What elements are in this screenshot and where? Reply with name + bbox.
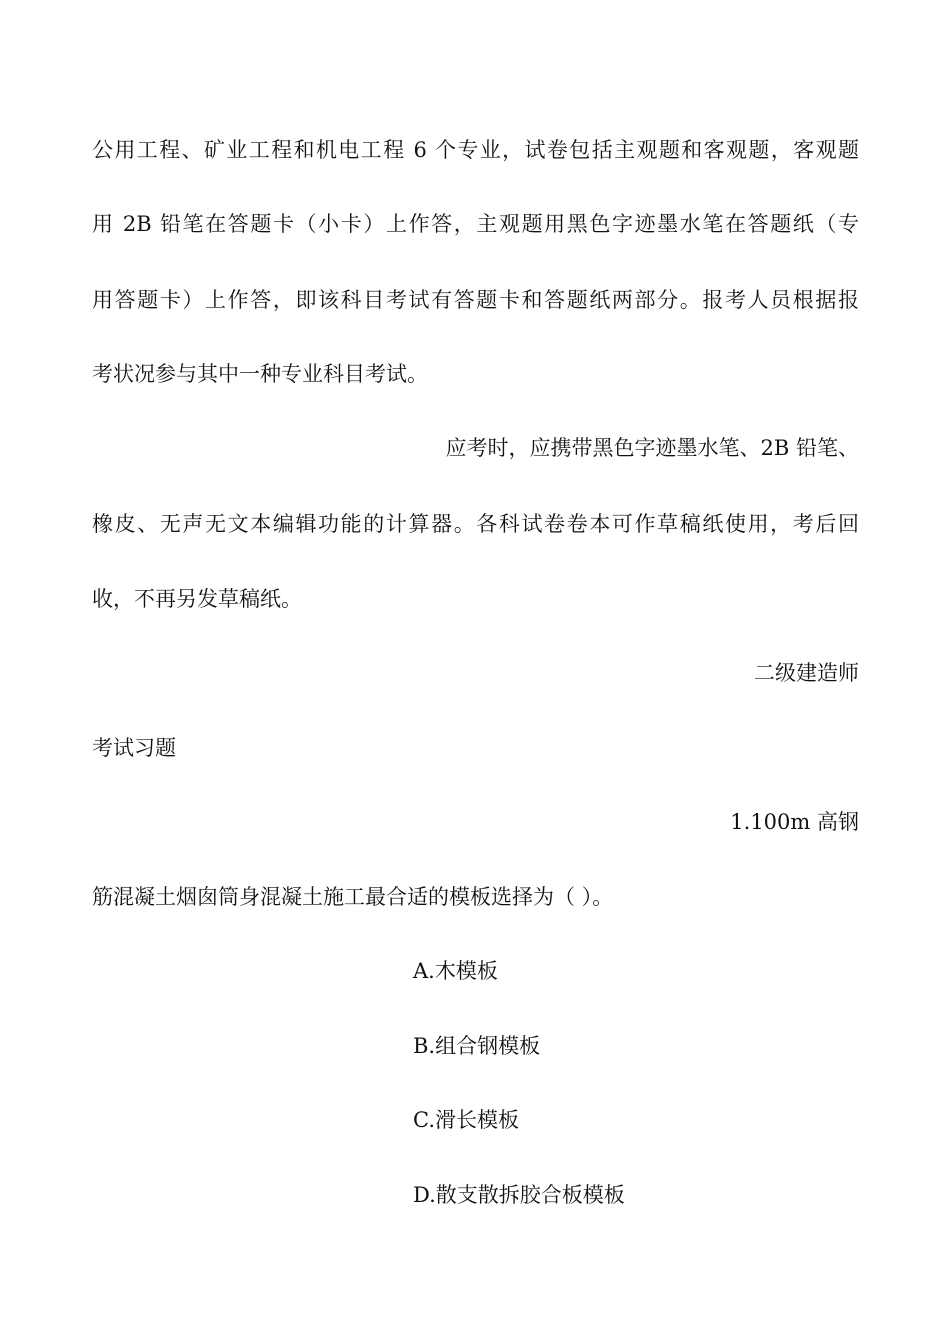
option-b: B.组合钢模板 xyxy=(413,1034,541,1058)
heading-line-2: 考试习题 xyxy=(92,736,176,760)
heading-line-1: 二级建造师 xyxy=(754,661,859,685)
option-a: A.木模板 xyxy=(413,959,498,983)
question-line-1: 1.100m 高钢 xyxy=(730,810,859,834)
option-d: D.散支散拆胶合板模板 xyxy=(413,1183,625,1207)
paragraph2-line-2: 橡皮、无声无文本编辑功能的计算器。各科试卷卷本可作草稿纸使用，考后回 xyxy=(92,512,859,536)
paragraph1-line-2: 用 2B 铅笔在答题卡（小卡）上作答，主观题用黑色字迹墨水笔在答题纸（专 xyxy=(92,212,859,236)
question-line-2: 筋混凝土烟囱筒身混凝土施工最合适的模板选择为（ ）。 xyxy=(92,885,614,909)
option-c: C.滑长模板 xyxy=(413,1108,519,1132)
paragraph2-line-1: 应考时，应携带黑色字迹墨水笔、2B 铅笔、 xyxy=(445,436,859,460)
paragraph2-line-3: 收，不再另发草稿纸。 xyxy=(92,587,302,611)
paragraph1-line-4: 考状况参与其中一种专业科目考试。 xyxy=(92,362,428,386)
paragraph1-line-3: 用答题卡）上作答，即该科目考试有答题卡和答题纸两部分。报考人员根据报 xyxy=(92,288,859,312)
paragraph1-line-1: 公用工程、矿业工程和机电工程 6 个专业，试卷包括主观题和客观题，客观题 xyxy=(92,138,859,162)
